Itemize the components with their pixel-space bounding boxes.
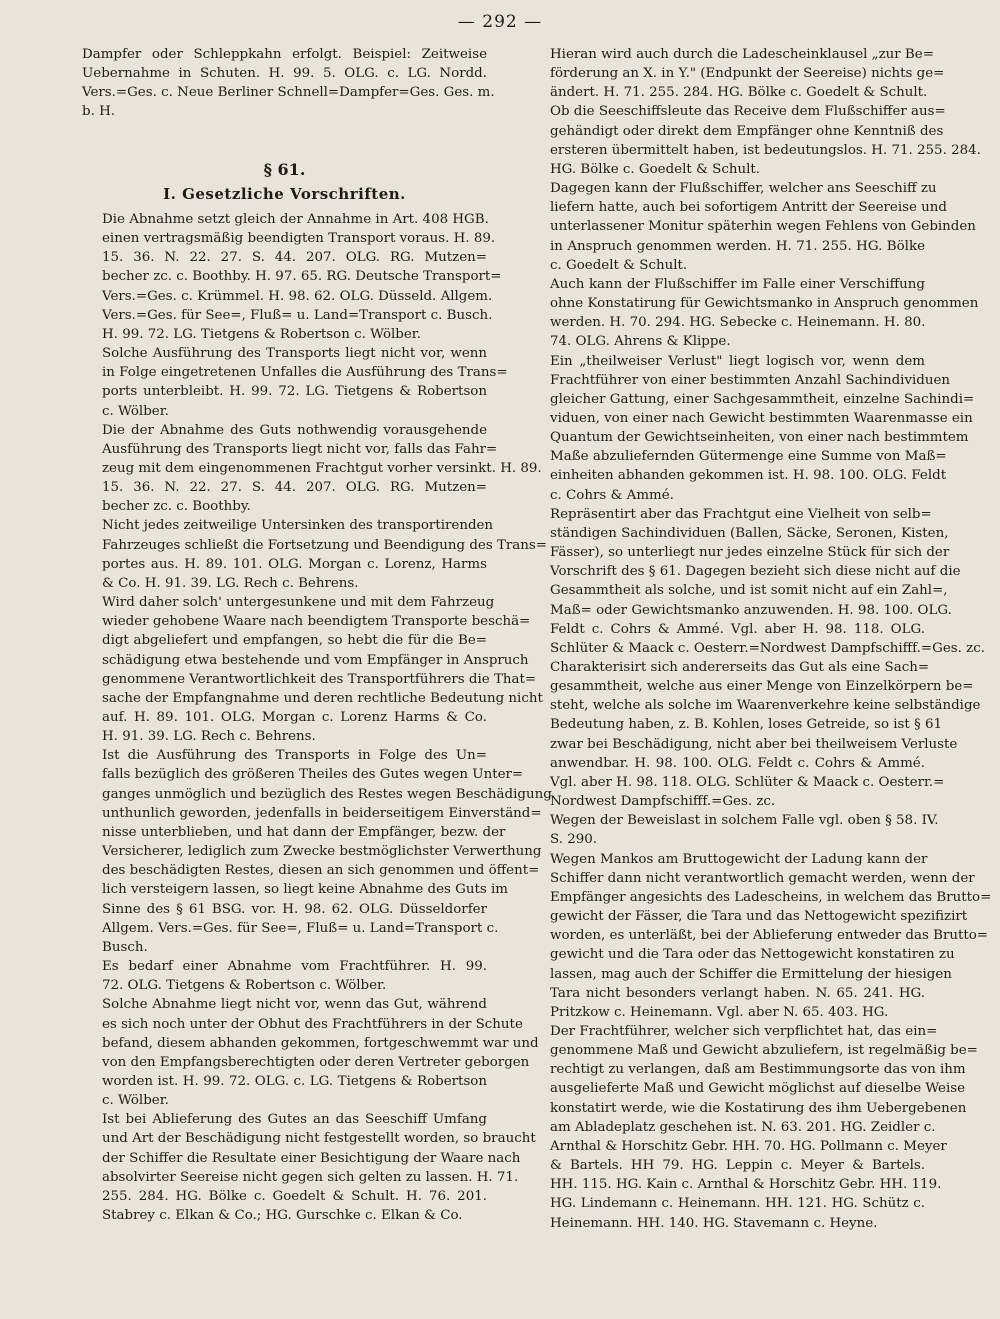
text-line: Hieran wird auch durch die Ladescheinklausel „zur Be= <box>550 47 934 62</box>
left-intro-paragraph <box>82 45 495 122</box>
left-paragraphs <box>82 210 552 1225</box>
paragraph <box>82 995 539 1110</box>
text-line: Vers.=Ges. c. Neue Berliner Schnell=Dampfer=Ges. Ges. m. <box>82 85 495 101</box>
text-line: gleicher Gattung, einer Sachgesammtheit, einzelne Sachindi= <box>550 391 975 407</box>
text-line: Maß= oder Gewichtsmanko anzuwenden. H. 98. 100. OLG. <box>550 602 952 618</box>
text-line: ändert. H. 71. 255. 284. HG. Bölke c. Goedelt & Schult. <box>550 85 928 101</box>
text-line: Bedeutung haben, z. B. Kohlen, loses Getreide, so ist § 61 <box>550 717 943 733</box>
text-line: 74. OLG. Ahrens & Klippe. <box>550 334 731 350</box>
text-line: Ist die Ausführung des Transports in Folge des Un= <box>102 748 487 764</box>
text-line: c. Cohrs & Ammé. <box>550 487 674 503</box>
text-line: es sich noch unter der Obhut des Frachtführers in der Schute <box>102 1016 523 1032</box>
text-line: Vgl. aber H. 98. 118. OLG. Schlüter & Maack c. Oesterr.= <box>550 774 945 790</box>
text-line: Empfänger angesichts des Ladescheins, in welchem das Brutto= <box>550 889 992 905</box>
text-line: Vers.=Ges. für See=, Fluß= u. Land=Transport c. Busch. <box>102 307 493 323</box>
text-line: unterlassener Monitur späterhin wegen Fehlens von Gebinden <box>550 219 976 235</box>
paragraph <box>82 421 542 517</box>
text-line: Uebernahme in Schuten. H. 99. 5. OLG. c. LG. Nordd. <box>82 66 487 82</box>
text-line: liefern hatte, auch bei sofortigem Antritt der Seereise und <box>550 200 947 216</box>
text-line: Maße abzuliefernden Gütermenge eine Summe von Maß= <box>550 449 947 465</box>
paragraph <box>530 275 979 352</box>
text-line: Charakterisirt sich andererseits das Gut als eine Sach= <box>550 660 930 675</box>
text-line: nisse unterblieben, und hat dann der Empfänger, bezw. der <box>102 824 506 840</box>
text-line: Feldt c. Cohrs & Ammé. Vgl. aber H. 98. 118. OLG. <box>550 621 925 637</box>
text-line: befand, diesem abhanden gekommen, fortgeschwemmt war und <box>102 1035 539 1051</box>
text-line: Arnthal & Horschitz Gebr. HH. 70. HG. Pollmann c. Meyer <box>550 1138 947 1154</box>
text-line: Wegen Mankos am Bruttogewicht der Ladung kann der <box>550 851 928 867</box>
paragraph <box>82 1110 536 1225</box>
paragraph <box>530 505 985 658</box>
text-line: Es bedarf einer Abnahme vom Frachtführer. H. 99. <box>102 959 487 975</box>
paragraph <box>530 45 945 102</box>
text-line: Ein „theilweiser Verlust" liegt logisch vor, wenn dem <box>550 353 925 369</box>
text-line: ganges unmöglich und bezüglich des Restes wegen Beschädigung <box>102 786 552 802</box>
text-line: Die der Abnahme des Guts nothwendig vorausgehende <box>102 422 487 438</box>
text-line: Nordwest Dampfschifff.=Ges. zc. <box>550 794 776 810</box>
text-line: gesammtheit, welche aus einer Menge von Einzelkörpern be= <box>550 679 974 695</box>
text-line: c. Wölber. <box>102 403 169 419</box>
text-line: zwar bei Beschädigung, nicht aber bei theilweisem Verluste <box>550 736 958 752</box>
text-line: 72. OLG. Tietgens & Robertson c. Wölber. <box>102 978 387 994</box>
text-line: Tara nicht besonders verlangt haben. N. 65. 241. HG. <box>550 985 925 1001</box>
text-line: sache der Empfangnahme und deren rechtliche Bedeutung nicht <box>102 690 543 706</box>
text-line: Auch kann der Flußschiffer im Falle einer Verschiffung <box>550 276 925 292</box>
text-line: Die Abnahme setzt gleich der Annahme in Art. 408 HGB. <box>102 211 489 227</box>
text-line: Dampfer oder Schleppkahn erfolgt. Beispiel: Zeitweise <box>82 47 487 62</box>
text-line: werden. H. 70. 294. HG. Sebecke c. Heinemann. H. 80. <box>550 315 926 331</box>
text-line: steht, welche als solche im Waarenverkehre keine selbständige <box>550 698 981 714</box>
text-line: c. Goedelt & Schult. <box>550 257 688 273</box>
text-line: Frachtführer von einer bestimmten Anzahl Sachindividuen <box>550 372 951 388</box>
text-line: Fahrzeuges schließt die Fortsetzung und Beendigung des Trans= <box>102 537 547 553</box>
right-column <box>530 45 992 1233</box>
text-line: Vorschrift des § 61. Dagegen bezieht sich diese nicht auf die <box>550 564 961 580</box>
text-line: Nicht jedes zeitweilige Untersinken des transportirenden <box>102 518 494 534</box>
paragraph <box>82 957 487 995</box>
text-line: Pritzkow c. Heinemann. Vgl. aber N. 65. 403. HG. <box>550 1004 889 1020</box>
text-line: Schiffer dann nicht verantwortlich gemacht werden, wenn der <box>550 870 975 886</box>
text-line: H. 99. 72. LG. Tietgens & Robertson c. Wölber. <box>102 326 421 342</box>
text-line: lassen, mag auch der Schiffer die Ermittelung der hiesigen <box>550 966 952 982</box>
text-line: einen vertragsmäßig beendigten Transport voraus. H. 89. <box>102 231 496 247</box>
paragraph <box>530 179 976 275</box>
text-line: & Co. H. 91. 39. LG. Rech c. Behrens. <box>102 575 359 591</box>
text-line: rechtigt zu verlangen, daß am Bestimmungsorte das von ihm <box>550 1062 966 1078</box>
text-line: 15. 36. N. 22. 27. S. 44. 207. OLG. RG. Mutzen= <box>102 250 487 266</box>
text-line: Gesammtheit als solche, und ist somit nicht auf ein Zahl=, <box>550 583 948 599</box>
text-line: einheiten abhanden gekommen ist. H. 98. 100. OLG. Feldt <box>550 468 947 484</box>
text-line: worden ist. H. 99. 72. OLG. c. LG. Tietgens & Robertson <box>102 1073 487 1089</box>
text-line: worden, es unterläßt, bei der Ablieferung entweder das Brutto= <box>550 928 989 944</box>
text-line: unthunlich geworden, jedenfalls in beiderseitigem Einverständ= <box>102 805 542 821</box>
text-line: b. H. <box>82 104 116 120</box>
text-line: Sinne des § 61 BSG. vor. H. 98. 62. OLG. Düsseldorfer <box>102 901 487 917</box>
text-line: gehändigt oder direkt dem Empfänger ohne Kenntniß des <box>550 123 944 139</box>
text-line: 255. 284. HG. Bölke c. Goedelt & Schult. H. 76. 201. <box>102 1188 487 1204</box>
text-line: Quantum der Gewichtseinheiten, von einer nach bestimmtem <box>550 430 969 446</box>
text-line: becher zc. c. Boothby. H. 97. 65. RG. Deutsche Transport= <box>102 269 502 285</box>
text-line: wieder gehobene Waare nach beendigtem Transporte beschä= <box>102 614 531 630</box>
text-line: der Schiffer die Resultate einer Besichtigung der Waare nach <box>102 1150 521 1166</box>
text-line: und Art der Beschädigung nicht festgestellt worden, so braucht <box>102 1131 536 1147</box>
text-line: Solche Abnahme liegt nicht vor, wenn das Gut, während <box>102 997 487 1013</box>
paragraph <box>530 811 939 849</box>
paragraph <box>82 746 552 957</box>
text-line: ausgelieferte Maß und Gewicht möglichst auf dieselbe Weise <box>550 1081 966 1097</box>
text-line: H. 91. 39. LG. Rech c. Behrens. <box>102 729 316 745</box>
text-line: Stabrey c. Elkan & Co.; HG. Gurschke c. Elkan & Co. <box>102 1208 463 1224</box>
left-column <box>82 45 552 1225</box>
text-line: genommene Maß und Gewicht abzuliefern, ist regelmäßig be= <box>550 1043 978 1059</box>
text-line: ports unterbleibt. H. 99. 72. LG. Tietgens & Robertson <box>102 384 487 400</box>
paragraph <box>530 1022 978 1233</box>
text-line: & Bartels. HH 79. HG. Leppin c. Meyer & Bartels. <box>550 1158 925 1174</box>
text-line: Repräsentirt aber das Frachtgut eine Vielheit von selb= <box>550 506 932 522</box>
paragraph <box>530 850 992 1022</box>
paragraph <box>530 352 975 505</box>
text-line: gewicht der Fässer, die Tara und das Nettogewicht spezifizirt <box>550 909 968 925</box>
text-line: Busch. <box>102 939 148 955</box>
text-line: Allgem. Vers.=Ges. für See=, Fluß= u. Land=Transport c. <box>102 920 499 936</box>
text-line: HG. Bölke c. Goedelt & Schult. <box>550 161 761 177</box>
text-line: 15. 36. N. 22. 27. S. 44. 207. OLG. RG. Mutzen= <box>102 480 487 496</box>
text-line: schädigung etwa bestehende und vom Empfänger in Anspruch <box>102 652 529 668</box>
text-line: Der Frachtführer, welcher sich verpflichtet hat, das ein= <box>550 1023 938 1039</box>
text-line: lich versteigern lassen, so liegt keine Abnahme des Guts im <box>102 882 508 898</box>
text-line: Ist bei Ablieferung des Gutes an das Seeschiff Umfang <box>102 1112 487 1128</box>
text-line: S. 290. <box>550 832 598 848</box>
section-number: § 61. <box>263 159 306 179</box>
text-line: Fässer), so unterliegt nur jedes einzelne Stück für sich der <box>550 545 950 561</box>
text-line: ersteren übermittelt haben, ist bedeutungslos. H. 71. 255. 284. <box>550 142 981 158</box>
text-line: portes aus. H. 89. 101. OLG. Morgan c. Lorenz, Harms <box>102 556 487 572</box>
text-line: Wird daher solch' untergesunkene und mit dem Fahrzeug <box>102 595 495 611</box>
text-line: Heinemann. HH. 140. HG. Stavemann c. Heyne. <box>550 1215 878 1231</box>
page-number: — 292 — <box>457 12 543 32</box>
text-line: HH. 115. HG. Kain c. Arnthal & Horschitz Gebr. HH. 119. <box>550 1177 942 1193</box>
text-line: Vers.=Ges. c. Krümmel. H. 98. 62. OLG. Düsseld. Allgem. <box>102 288 493 304</box>
text-line: Solche Ausführung des Transports liegt nicht vor, wenn <box>102 346 487 362</box>
text-line: digt abgeliefert und empfangen, so hebt die für die Be= <box>102 633 487 649</box>
text-line: falls bezüglich des größeren Theiles des Gutes wegen Unter= <box>102 767 524 783</box>
paragraph <box>82 593 543 746</box>
text-line: auf. H. 89. 101. OLG. Morgan c. Lorenz Harms & Co. <box>102 710 487 725</box>
text-line: genommene Verantwortlichkeit des Transportführers die That= <box>102 671 537 687</box>
paragraph <box>82 516 547 593</box>
text-line: Dagegen kann der Flußschiffer, welcher ans Seeschiff zu <box>550 181 937 197</box>
text-line: becher zc. c. Boothby. <box>102 499 251 515</box>
paragraph <box>530 102 981 179</box>
section-heading: I. Gesetzliche Vorschriften. <box>163 184 406 203</box>
text-line: des beschädigten Restes, diesen an sich genommen und öffent= <box>102 863 540 879</box>
text-line: in Folge eingetretenen Unfalles die Ausführung des Trans= <box>102 365 508 381</box>
paragraph <box>82 344 508 421</box>
text-line: von den Empfangsberechtigten oder deren Vertreter geborgen <box>102 1054 530 1070</box>
text-line: zeug mit dem eingenommenen Frachtgut vorher versinkt. H. 89. <box>102 460 542 476</box>
text-line: am Abladeplatz geschehen ist. N. 63. 201. HG. Zeidler c. <box>550 1119 936 1135</box>
paragraph <box>82 210 502 344</box>
text-line: ohne Konstatirung für Gewichtsmanko in Anspruch genommen <box>550 296 979 312</box>
text-line: Versicherer, lediglich zum Zwecke bestmöglichster Verwerthung <box>102 844 542 860</box>
text-line: Ob die Seeschiffsleute das Receive dem Flußschiffer aus= <box>550 104 946 120</box>
text-line: viduen, von einer nach Gewicht bestimmten Waarenmasse ein <box>550 410 973 426</box>
text-line: Schlüter & Maack c. Oesterr.=Nordwest Dampfschifff.=Ges. zc. <box>550 640 985 656</box>
right-paragraphs <box>530 45 992 1233</box>
text-line: konstatirt werde, wie die Kostatirung des ihm Uebergebenen <box>550 1100 967 1116</box>
text-line: absolvirter Seereise nicht gegen sich gelten zu lassen. H. 71. <box>102 1169 519 1185</box>
text-line: Ausführung des Transports liegt nicht vor, falls das Fahr= <box>102 441 498 457</box>
text-line: ständigen Sachindividuen (Ballen, Säcke, Seronen, Kisten, <box>550 525 949 541</box>
text-line: gewicht und die Tara oder das Nettogewicht konstatiren zu <box>550 947 955 963</box>
text-line: anwendbar. H. 98. 100. OLG. Feldt c. Cohrs & Ammé. <box>550 755 925 771</box>
text-line: c. Wölber. <box>102 1093 169 1109</box>
text-line: in Anspruch genommen werden. H. 71. 255. HG. Bölke <box>550 238 925 254</box>
text-line: förderung an X. in Y." (Endpunkt der Seereise) nichts ge= <box>550 66 945 82</box>
text-line: Wegen der Beweislast in solchem Falle vgl. oben § 58. IV. <box>550 813 939 829</box>
paragraph <box>530 658 981 811</box>
text-line: HG. Lindemann c. Heinemann. HH. 121. HG. Schütz c. <box>550 1196 925 1212</box>
